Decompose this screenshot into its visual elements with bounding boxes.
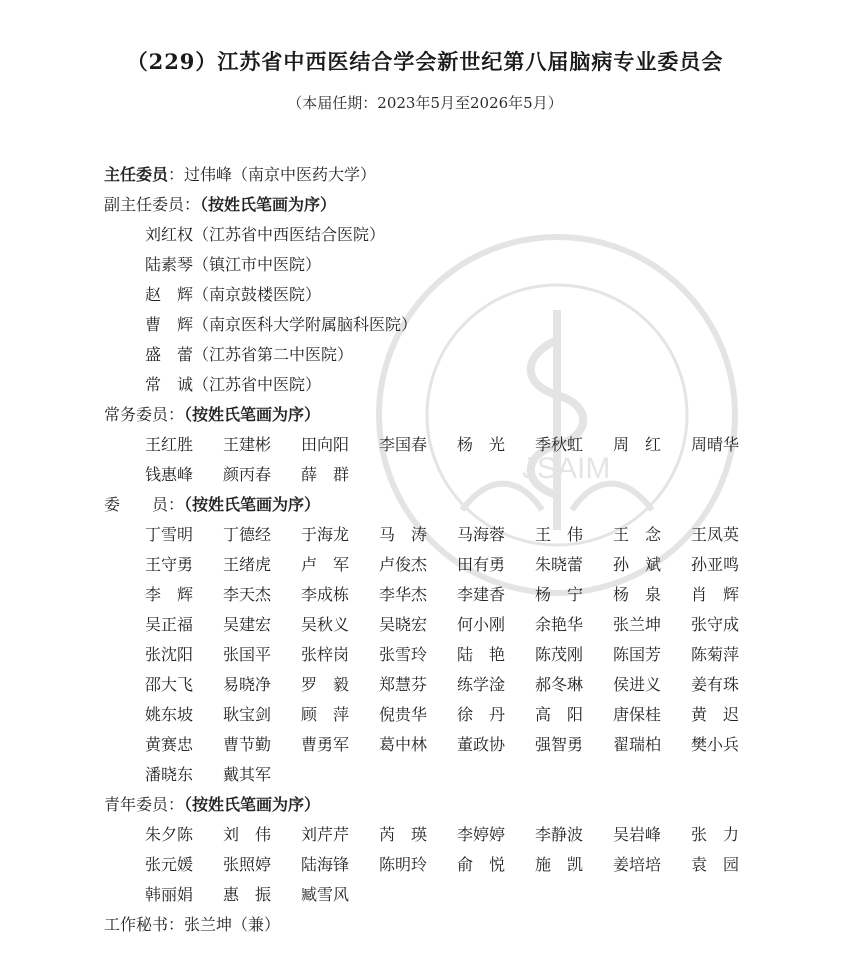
chair-line — [104, 162, 376, 185]
member-name: 唐保桂 — [613, 705, 662, 724]
member-name: 余艳华 — [535, 615, 584, 634]
vice-item: 赵 辉（南京鼓楼医院） — [145, 285, 322, 304]
member-name: 侯进义 — [613, 675, 662, 694]
member-name: 耿宝剑 — [223, 705, 272, 724]
member-name: 王红胜 — [145, 435, 194, 454]
youth-label: 青年委员 — [104, 795, 169, 814]
member-name: 郑慧芬 — [379, 675, 428, 694]
member-name: 张梓岗 — [301, 645, 350, 664]
member-name: 张国平 — [223, 645, 272, 664]
member-name: 陈茂刚 — [535, 645, 584, 664]
member-name: 王建彬 — [223, 435, 272, 454]
standing-heading — [104, 402, 320, 425]
member-name: 张兰坤 — [613, 615, 662, 634]
member-name: 李建香 — [457, 585, 506, 604]
member-name: 姜培培 — [613, 855, 662, 874]
member-name: 周晴华 — [691, 435, 740, 454]
member-name: 张元媛 — [145, 855, 194, 874]
member-name: 曹节勤 — [223, 735, 272, 754]
youth-heading — [104, 792, 320, 815]
member-name: 朱夕陈 — [145, 825, 194, 844]
member-name: 张 力 — [691, 825, 740, 844]
member-name: 颜丙春 — [223, 465, 272, 484]
member-name: 吴秋义 — [301, 615, 350, 634]
member-name: 吴晓宏 — [379, 615, 428, 634]
members-label: 委 员 — [104, 495, 169, 514]
member-name: 马 涛 — [379, 525, 428, 544]
watermark-text: JSAIM — [522, 452, 611, 485]
member-name: 田有勇 — [457, 555, 506, 574]
member-name: 王凤英 — [691, 525, 740, 544]
member-name: 陆海锋 — [301, 855, 350, 874]
member-name: 惠 振 — [223, 885, 272, 904]
member-name: 季秋虹 — [535, 435, 584, 454]
member-name: 潘晓东 — [145, 765, 194, 784]
member-name: 罗 毅 — [301, 675, 350, 694]
chair-value: 过伟峰（南京中医药大学） — [184, 165, 377, 184]
members-heading — [104, 492, 320, 515]
member-name: 陆 艳 — [457, 645, 506, 664]
member-name: 李 辉 — [145, 585, 194, 604]
member-name: 戴其军 — [223, 765, 272, 784]
chair-label: 主任委员 — [104, 165, 169, 184]
vice-item: 常 诚（江苏省中医院） — [145, 375, 322, 394]
youth-sep: ： — [168, 795, 185, 814]
member-name: 樊小兵 — [691, 735, 740, 754]
member-name: 李静波 — [535, 825, 584, 844]
member-name: 吴建宏 — [223, 615, 272, 634]
member-name: 卢 军 — [301, 555, 350, 574]
vice-item: 曹 辉（南京医科大学附属脑科医院） — [145, 315, 418, 334]
member-name: 马海蓉 — [457, 525, 506, 544]
member-name: 王绪虎 — [223, 555, 272, 574]
vice-item: 刘红权（江苏省中西医结合医院） — [145, 225, 386, 244]
member-name: 张雪玲 — [379, 645, 428, 664]
member-name: 陈国芳 — [613, 645, 662, 664]
member-name: 肖 辉 — [691, 585, 740, 604]
member-name: 姚东坡 — [145, 705, 194, 724]
member-name: 何小刚 — [457, 615, 506, 634]
member-name: 于海龙 — [301, 525, 350, 544]
member-name: 俞 悦 — [457, 855, 506, 874]
member-name: 邵大飞 — [145, 675, 194, 694]
member-name: 练学淦 — [457, 675, 506, 694]
vice-item: 盛 蕾（江苏省第二中医院） — [145, 345, 354, 364]
vice-note: （按姓氏笔画为序） — [200, 195, 337, 214]
member-name: 杨 宁 — [535, 585, 584, 604]
member-name: 易晓净 — [223, 675, 272, 694]
member-name: 臧雪风 — [301, 885, 350, 904]
member-name: 李国春 — [379, 435, 428, 454]
member-name: 芮 瑛 — [379, 825, 428, 844]
term-period: （本届任期：2023年5月至2026年5月） — [287, 94, 563, 112]
members-note: （按姓氏笔画为序） — [184, 495, 321, 514]
member-name: 张沈阳 — [145, 645, 194, 664]
member-name: 薛 群 — [301, 465, 350, 484]
member-name: 周 红 — [613, 435, 662, 454]
member-name: 卢俊杰 — [379, 555, 428, 574]
member-name: 孙亚鸣 — [691, 555, 740, 574]
member-name: 杨 光 — [457, 435, 506, 454]
member-name: 顾 萍 — [301, 705, 350, 724]
member-name: 刘芹芹 — [301, 825, 350, 844]
member-name: 丁雪明 — [145, 525, 194, 544]
member-name: 姜有珠 — [691, 675, 740, 694]
member-name: 董政协 — [457, 735, 506, 754]
member-name: 李婷婷 — [457, 825, 506, 844]
members-sep: ： — [168, 495, 185, 514]
member-name: 韩丽娟 — [145, 885, 194, 904]
member-name: 杨 泉 — [613, 585, 662, 604]
member-name: 钱惠峰 — [145, 465, 194, 484]
secretary-line — [104, 912, 280, 935]
vice-heading — [104, 192, 336, 215]
secretary-sep: ： — [168, 915, 185, 934]
member-name: 高 阳 — [535, 705, 584, 724]
member-name: 葛中林 — [379, 735, 428, 754]
member-name: 李华杰 — [379, 585, 428, 604]
member-name: 倪贵华 — [379, 705, 428, 724]
member-name: 张守成 — [691, 615, 740, 634]
member-name: 王守勇 — [145, 555, 194, 574]
member-name: 田向阳 — [301, 435, 350, 454]
member-name: 强智勇 — [535, 735, 584, 754]
member-name: 吴正福 — [145, 615, 194, 634]
member-name: 曹勇军 — [301, 735, 350, 754]
page-title: （229）江苏省中西医结合学会新世纪第八届脑病专业委员会 — [126, 49, 724, 74]
vice-item: 陆素琴（镇江市中医院） — [145, 255, 322, 274]
member-name: 施 凯 — [535, 855, 584, 874]
member-name: 孙 斌 — [613, 555, 662, 574]
member-name: 翟瑞柏 — [613, 735, 662, 754]
standing-sep: ： — [168, 405, 185, 424]
member-name: 陈菊萍 — [691, 645, 740, 664]
vice-sep: ： — [184, 195, 201, 214]
member-name: 袁 园 — [691, 855, 740, 874]
standing-label: 常务委员 — [104, 405, 169, 424]
member-name: 丁德经 — [223, 525, 272, 544]
member-name: 徐 丹 — [457, 705, 506, 724]
member-name: 刘 伟 — [223, 825, 272, 844]
standing-note: （按姓氏笔画为序） — [184, 405, 321, 424]
member-name: 张照婷 — [223, 855, 272, 874]
member-name: 陈明玲 — [379, 855, 428, 874]
youth-note: （按姓氏笔画为序） — [184, 795, 321, 814]
member-name: 郝冬琳 — [535, 675, 584, 694]
secretary-value: 张兰坤（兼） — [184, 915, 281, 934]
member-name: 李成栋 — [301, 585, 350, 604]
member-name: 李天杰 — [223, 585, 272, 604]
member-name: 黄 迟 — [691, 705, 740, 724]
member-name: 黄赛忠 — [145, 735, 194, 754]
vice-label: 副主任委员 — [104, 195, 185, 214]
member-name: 王 伟 — [535, 525, 584, 544]
member-name: 朱晓蕾 — [535, 555, 584, 574]
member-name: 王 念 — [613, 525, 662, 544]
member-name: 吴岩峰 — [613, 825, 662, 844]
secretary-label: 工作秘书 — [104, 915, 169, 934]
chair-sep: ： — [168, 165, 185, 184]
